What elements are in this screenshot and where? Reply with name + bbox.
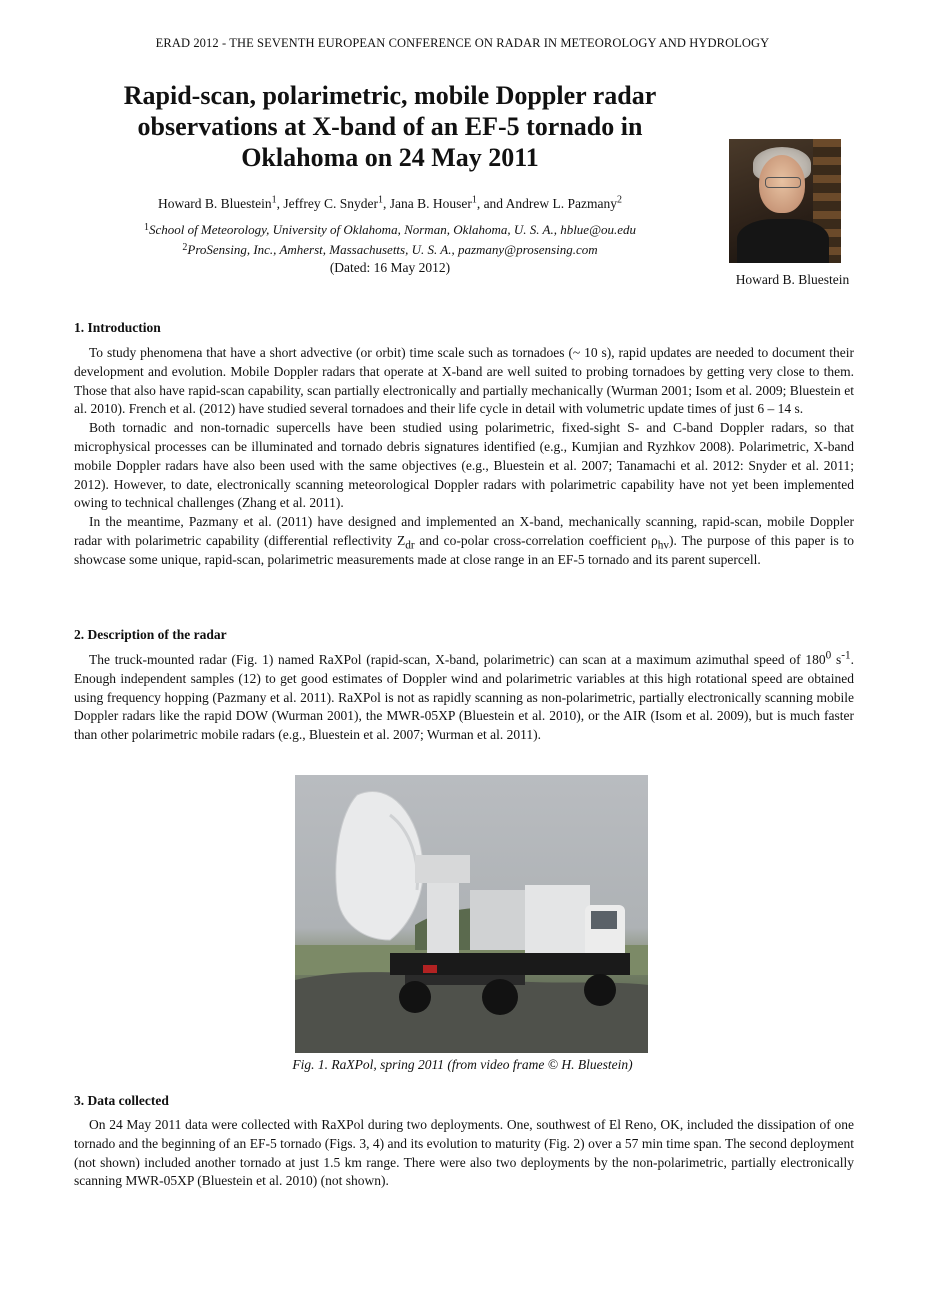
paragraph-text: In the meantime, Pazmany et al. (2011) have designed and implemented an X-band, mechanically scanning, rapid-scan, mobile Doppler radar with polarimetric capability (differential reflectivity Z bbox=[74, 514, 854, 548]
author-affil-mark: 1 bbox=[471, 194, 477, 206]
title-line: Rapid-scan, polarimetric, mobile Doppler radar bbox=[123, 81, 657, 110]
pedestal-head bbox=[415, 855, 470, 883]
subscript: hv bbox=[657, 539, 670, 552]
affiliation-text: School of Meteorology, University of Oklahoma, Norman, Oklahoma, U. S. A., hblue@ou.edu bbox=[148, 222, 637, 237]
paragraph-text: To study phenomena that have a short advective (or orbit) time scale such as tornadoes (~ 10 s), rapid updates are needed to document their development and evolution. Mobile Doppler radars that operate at X-band are well suited to probing tornadoes by getting very close to them. Those that also have rapid-scan capability, scan partially electronically and partially mechanically (Wurman 2001; Isom et al. 2009; Bluestein et al. 2010). French et al. (2012) have studied several tornadoes and their life cycle in detail with volumetric update times of just 6 – 14 s. bbox=[74, 345, 854, 417]
paragraph-text: s bbox=[831, 652, 842, 667]
running-header: ERAD 2012 - THE SEVENTH EUROPEAN CONFERENCE ON RADAR IN METEOROLOGY AND HYDROLOGY bbox=[155, 36, 770, 50]
paragraph bbox=[74, 344, 854, 419]
affiliation-number: 1 bbox=[143, 222, 149, 233]
section-heading-radar: 2. Description of the radar bbox=[74, 627, 227, 642]
author-photo-caption: Howard B. Bluestein bbox=[735, 272, 850, 287]
affiliation-number: 2 bbox=[182, 242, 188, 253]
title-line: observations at X-band of an EF-5 tornado in bbox=[137, 112, 643, 141]
paragraph bbox=[74, 513, 854, 569]
superscript: -1 bbox=[841, 649, 851, 662]
paragraph bbox=[74, 1116, 854, 1191]
title-line: Oklahoma on 24 May 2011 bbox=[241, 143, 539, 172]
section-introduction-body bbox=[74, 344, 854, 570]
section-heading-data-collected: 3. Data collected bbox=[74, 1093, 169, 1108]
paragraph-text: Both tornadic and non-tornadic supercells have been studied using polarimetric, fixed-sight S- and C-band Doppler radars, so that microphysical processes can be illuminated and tornado debris signatures identified (e.g., Kumjian and Ryzhkov 2008). Polarimetric, X-band mobile Doppler radars have also been used with the same objectives (e.g., Bluestein et al. 2007; Tanamachi et al. 2012: Snyder et al. 2011; 2012). However, to date, electronically scanning meteorological Doppler radars with polarimetric capability have not yet been implemented owing to technical challenges (Zhang et al. 2011). bbox=[74, 420, 854, 511]
photo-shirt bbox=[737, 219, 829, 263]
paragraph-text: ). The purpose of this paper is to showcase some unique, rapid-scan, polarimetric measurements made at close range in an EF-5 tornado and its parent supercell. bbox=[74, 532, 854, 567]
truck-illustration bbox=[295, 775, 648, 1053]
radar-dish bbox=[336, 791, 423, 940]
rear-wheel bbox=[482, 979, 518, 1015]
author-affil-mark: 1 bbox=[377, 194, 383, 206]
author-list bbox=[60, 195, 720, 213]
affiliation-text: ProSensing, Inc., Amherst, Massachusetts, U. S. A., pazmany@prosensing.com bbox=[187, 242, 598, 257]
section-data-body bbox=[74, 1116, 854, 1191]
paragraph-text: and co-polar cross-correlation coefficient ρ bbox=[414, 532, 658, 548]
generator-box bbox=[525, 885, 590, 955]
section-radar-body bbox=[74, 651, 854, 745]
cab-window bbox=[591, 911, 617, 929]
rear-wheel-left bbox=[399, 981, 431, 1013]
author-name: Howard B. Bluestein bbox=[157, 196, 272, 211]
affiliation-1 bbox=[60, 222, 720, 238]
author-affil-mark: 2 bbox=[617, 194, 623, 206]
superscript: 0 bbox=[825, 649, 832, 662]
dated-line: (Dated: 16 May 2012) bbox=[329, 260, 451, 275]
paragraph bbox=[74, 419, 854, 513]
paragraph bbox=[74, 651, 854, 745]
author-name: , Jana B. Houser bbox=[382, 196, 472, 211]
figure-raxpol-truck-photo bbox=[295, 775, 648, 1053]
photo-glasses bbox=[765, 177, 801, 188]
author-name: , and Andrew L. Pazmany bbox=[476, 196, 618, 211]
author-photo bbox=[729, 139, 841, 263]
paragraph-text: . Enough independent samples (12) to get good estimates of Doppler wind and polarimetric variables at this high rotational speed are obtained using frequency hopping (Pazmany et al. 2011). RaXPol is not as rapidly scanning as non-polarimetric, partially electronically scanning mobile Doppler radars like the rapid DOW (Wurman 2001), the MWR-05XP (Bluestein et al. 2010), or the AIR (Isom et al. 2009), but is much faster than other polarimetric mobile radars (e.g., Bluestein et al. 2007; Wurman et al. 2011). bbox=[74, 652, 854, 743]
front-wheel bbox=[584, 974, 616, 1006]
subscript: dr bbox=[405, 539, 415, 552]
author-name: , Jeffrey C. Snyder bbox=[276, 196, 378, 211]
equipment-box bbox=[470, 890, 525, 950]
pedestal bbox=[427, 883, 459, 953]
paragraph-text: On 24 May 2011 data were collected with RaXPol during two deployments. One, southwest of El Reno, OK, included the dissipation of one tornado and the beginning of an EF-5 tornado (Figs. 3, 4) and its evolution to maturity (Fig. 2) over a 57 min time span. The second deployment (not shown) included another tornado at just 1.5 km range. There were also two deployments by the non-polarimetric, partially electronically scanning MWR-05XP (Bluestein et al. 2010) (not shown). bbox=[74, 1117, 854, 1189]
paragraph-text: The truck-mounted radar (Fig. 1) named RaXPol (rapid-scan, X-band, polarimetric) can scan at a maximum azimuthal speed of 180 bbox=[89, 652, 826, 667]
affiliation-2 bbox=[60, 242, 720, 258]
author-affil-mark: 1 bbox=[271, 194, 277, 206]
paper-title bbox=[80, 80, 700, 173]
tail-light bbox=[423, 965, 437, 973]
figure-caption: Fig. 1. RaXPol, spring 2011 (from video frame © H. Bluestein) bbox=[292, 1057, 633, 1072]
section-heading-introduction: 1. Introduction bbox=[74, 320, 161, 335]
